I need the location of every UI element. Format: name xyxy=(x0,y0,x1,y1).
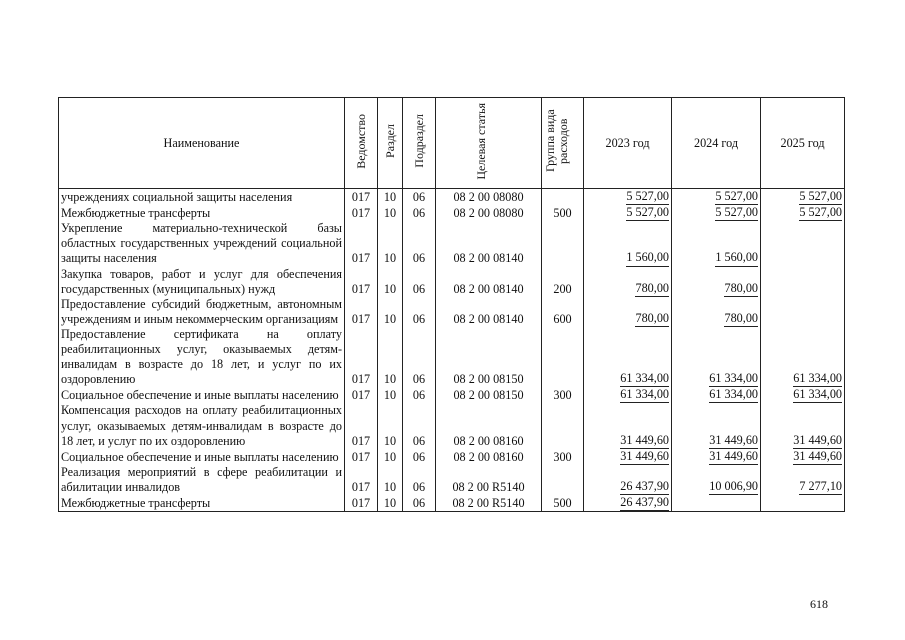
row-name: Предоставление сертификата на оплату реабилитационных услуг, оказываемых детям-инвалидам в возрасте до 18 лет, и услуг по их оздоровлению xyxy=(59,327,345,387)
row-2023: 5 527,00 xyxy=(584,205,672,221)
row-2023: 780,00 xyxy=(584,297,672,327)
row-vedomstvo: 017 xyxy=(345,403,378,448)
row-vedomstvo: 017 xyxy=(345,267,378,297)
row-name: Межбюджетные трансферты xyxy=(59,205,345,221)
row-2024: 10 006,90 xyxy=(672,465,761,495)
row-2023: 26 437,90 xyxy=(584,465,672,495)
row-2024: 31 449,60 xyxy=(672,403,761,448)
row-2025: 31 449,60 xyxy=(761,403,845,448)
row-vedomstvo: 017 xyxy=(345,221,378,266)
row-razdel: 10 xyxy=(378,495,403,512)
row-podrazdel: 06 xyxy=(403,221,436,266)
header-group: Группа вида расходов xyxy=(542,98,584,189)
row-2025 xyxy=(761,495,845,512)
row-2024: 780,00 xyxy=(672,267,761,297)
row-2025 xyxy=(761,221,845,266)
row-podrazdel: 06 xyxy=(403,327,436,387)
row-2025: 31 449,60 xyxy=(761,449,845,465)
row-target: 08 2 00 08140 xyxy=(436,297,542,327)
row-name: Реализация мероприятий в сфере реабилитации и абилитации инвалидов xyxy=(59,465,345,495)
page-number: 618 xyxy=(810,597,828,611)
row-2024: 31 449,60 xyxy=(672,449,761,465)
row-razdel: 10 xyxy=(378,189,403,206)
row-2023: 5 527,00 xyxy=(584,189,672,206)
row-2025: 5 527,00 xyxy=(761,205,845,221)
row-name: Межбюджетные трансферты xyxy=(59,495,345,512)
row-target: 08 2 00 R5140 xyxy=(436,465,542,495)
row-2024: 780,00 xyxy=(672,297,761,327)
header-2025: 2025 год xyxy=(761,98,845,189)
row-2023: 31 449,60 xyxy=(584,449,672,465)
row-razdel: 10 xyxy=(378,297,403,327)
table-row xyxy=(59,205,845,221)
row-2025: 5 527,00 xyxy=(761,189,845,206)
row-name: Укрепление материально-технической базы областных государственных учреждений социальной защиты населения xyxy=(59,221,345,266)
row-group: 500 xyxy=(542,495,584,512)
row-razdel: 10 xyxy=(378,327,403,387)
row-razdel: 10 xyxy=(378,387,403,403)
row-vedomstvo: 017 xyxy=(345,327,378,387)
table-row xyxy=(59,221,845,266)
row-podrazdel: 06 xyxy=(403,403,436,448)
row-group xyxy=(542,189,584,206)
row-razdel: 10 xyxy=(378,465,403,495)
row-podrazdel: 06 xyxy=(403,465,436,495)
row-target: 08 2 00 08140 xyxy=(436,267,542,297)
row-target: 08 2 00 08140 xyxy=(436,221,542,266)
row-group xyxy=(542,465,584,495)
row-podrazdel: 06 xyxy=(403,267,436,297)
table-row xyxy=(59,387,845,403)
header-podrazdel: Подраздел xyxy=(403,98,436,189)
row-name: Предоставление субсидий бюджетным, автономным учреждениям и иным некоммерческим организациям xyxy=(59,297,345,327)
row-target: 08 2 00 08080 xyxy=(436,205,542,221)
row-vedomstvo: 017 xyxy=(345,465,378,495)
budget-table xyxy=(58,97,845,512)
row-2023: 1 560,00 xyxy=(584,221,672,266)
header-target: Целевая статья xyxy=(436,98,542,189)
row-2024 xyxy=(672,495,761,512)
row-2023: 31 449,60 xyxy=(584,403,672,448)
row-2024: 61 334,00 xyxy=(672,327,761,387)
row-target: 08 2 00 R5140 xyxy=(436,495,542,512)
table-row xyxy=(59,267,845,297)
row-2025 xyxy=(761,297,845,327)
row-group: 300 xyxy=(542,449,584,465)
table-row xyxy=(59,327,845,387)
row-podrazdel: 06 xyxy=(403,387,436,403)
row-group: 600 xyxy=(542,297,584,327)
table-row xyxy=(59,297,845,327)
row-group: 300 xyxy=(542,387,584,403)
row-podrazdel: 06 xyxy=(403,449,436,465)
row-2024: 5 527,00 xyxy=(672,189,761,206)
row-2025: 61 334,00 xyxy=(761,327,845,387)
row-target: 08 2 00 08150 xyxy=(436,327,542,387)
row-razdel: 10 xyxy=(378,403,403,448)
table-row xyxy=(59,403,845,448)
row-name: Социальное обеспечение и иные выплаты населению xyxy=(59,387,345,403)
row-group xyxy=(542,221,584,266)
header-name: Наименование xyxy=(59,98,345,189)
row-group xyxy=(542,403,584,448)
row-podrazdel: 06 xyxy=(403,495,436,512)
row-vedomstvo: 017 xyxy=(345,205,378,221)
table-row xyxy=(59,495,845,512)
row-name: учреждениях социальной защиты населения xyxy=(59,189,345,206)
row-2024: 1 560,00 xyxy=(672,221,761,266)
row-target: 08 2 00 08150 xyxy=(436,387,542,403)
table-row xyxy=(59,465,845,495)
row-razdel: 10 xyxy=(378,205,403,221)
row-2025: 7 277,10 xyxy=(761,465,845,495)
row-2023: 61 334,00 xyxy=(584,327,672,387)
row-razdel: 10 xyxy=(378,267,403,297)
row-vedomstvo: 017 xyxy=(345,387,378,403)
row-podrazdel: 06 xyxy=(403,297,436,327)
row-target: 08 2 00 08160 xyxy=(436,403,542,448)
row-name: Социальное обеспечение и иные выплаты населению xyxy=(59,449,345,465)
row-podrazdel: 06 xyxy=(403,205,436,221)
header-vedomstvo: Ведомство xyxy=(345,98,378,189)
row-vedomstvo: 017 xyxy=(345,189,378,206)
header-razdel: Раздел xyxy=(378,98,403,189)
row-razdel: 10 xyxy=(378,221,403,266)
table-header-row xyxy=(59,98,845,189)
table-row xyxy=(59,189,845,206)
row-target: 08 2 00 08160 xyxy=(436,449,542,465)
row-target: 08 2 00 08080 xyxy=(436,189,542,206)
header-2023: 2023 год xyxy=(584,98,672,189)
row-vedomstvo: 017 xyxy=(345,495,378,512)
row-name: Компенсация расходов на оплату реабилитационных услуг, оказываемых детям-инвалидам в возрасте до 18 лет, и услуг по их оздоровлению xyxy=(59,403,345,448)
row-2023: 26 437,90 xyxy=(584,495,672,512)
row-2024: 61 334,00 xyxy=(672,387,761,403)
row-2023: 780,00 xyxy=(584,267,672,297)
row-group xyxy=(542,327,584,387)
row-2025 xyxy=(761,267,845,297)
row-razdel: 10 xyxy=(378,449,403,465)
row-2023: 61 334,00 xyxy=(584,387,672,403)
row-2025: 61 334,00 xyxy=(761,387,845,403)
row-group: 500 xyxy=(542,205,584,221)
row-podrazdel: 06 xyxy=(403,189,436,206)
row-2024: 5 527,00 xyxy=(672,205,761,221)
table-row xyxy=(59,449,845,465)
row-vedomstvo: 017 xyxy=(345,449,378,465)
header-2024: 2024 год xyxy=(672,98,761,189)
row-group: 200 xyxy=(542,267,584,297)
row-vedomstvo: 017 xyxy=(345,297,378,327)
row-name: Закупка товаров, работ и услуг для обеспечения государственных (муниципальных) нужд xyxy=(59,267,345,297)
